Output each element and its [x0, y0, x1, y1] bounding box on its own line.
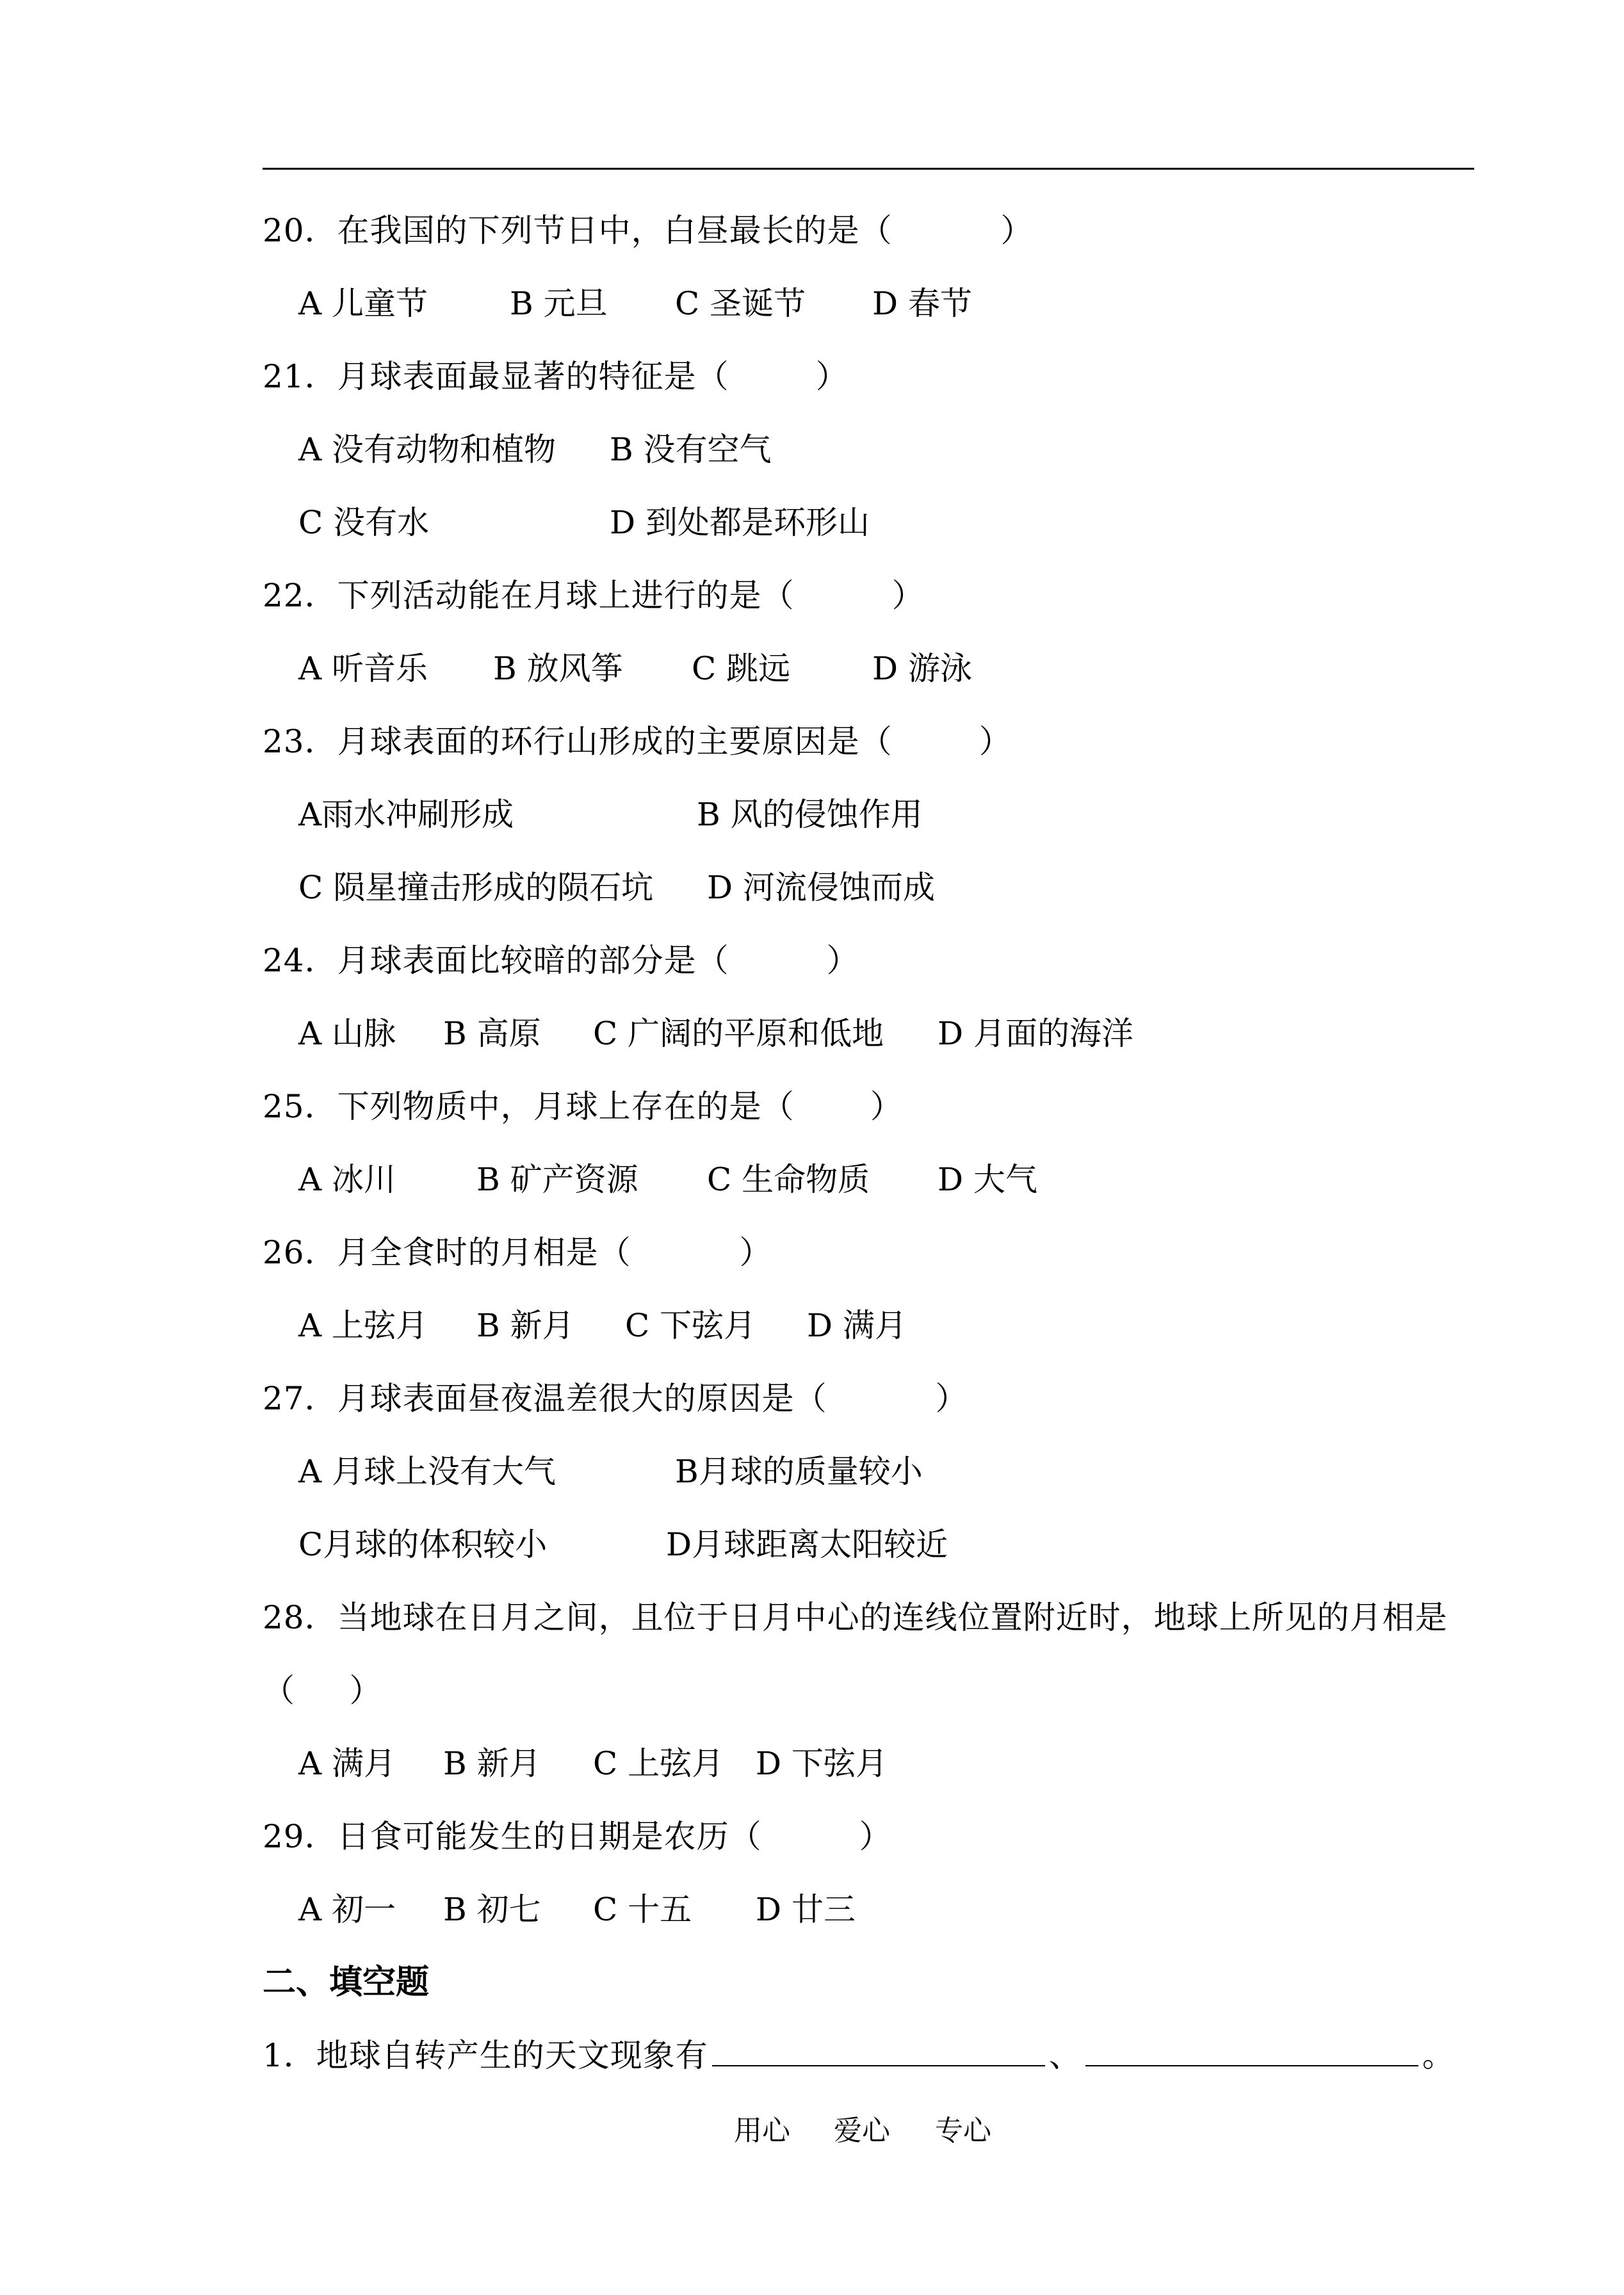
question-22-option-b: B 放风筝: [493, 650, 623, 687]
question-26-option-d: D 满月: [807, 1307, 907, 1344]
question-21-option-c: C 没有水: [298, 504, 430, 541]
question-24-option-c: C 广阔的平原和低地: [593, 1015, 884, 1052]
question-27-option-b: B月球的质量较小: [675, 1453, 923, 1490]
question-22-option-c: C 跳远: [692, 650, 791, 687]
question-28-option-c: C 上弦月: [593, 1745, 724, 1782]
question-24-option-a: A 山脉: [298, 1015, 396, 1052]
question-22-stem: 22．下列活动能在月球上进行的是（ ）: [263, 577, 925, 614]
question-27-option-c: C月球的体积较小: [298, 1526, 548, 1563]
question-20-option-d: D 春节: [872, 285, 972, 322]
fill-blank-prefix: 1．地球自转产生的天文现象有: [263, 2037, 708, 2074]
question-28-stem-cont: （ ）: [263, 1672, 382, 1709]
footer-text-1: 用心: [734, 2114, 790, 2147]
footer-text-2: 爱心: [834, 2114, 890, 2147]
question-28-stem: 28．当地球在日月之间，且位于日月中心的连线位置附近时，地球上所见的月相是: [263, 1599, 1448, 1636]
answer-blank-2[interactable]: [1085, 2037, 1418, 2066]
question-25-option-b: B 矿产资源: [476, 1161, 638, 1198]
question-23-option-a: A雨水冲刷形成: [298, 796, 514, 833]
question-29-option-a: A 初一: [298, 1891, 396, 1928]
question-28-option-b: B 新月: [443, 1745, 541, 1782]
question-29-option-c: C 十五: [593, 1891, 692, 1928]
question-23-option-d: D 河流侵蚀而成: [707, 869, 935, 906]
question-28-option-a: A 满月: [298, 1745, 396, 1782]
question-25-option-a: A 冰川: [298, 1161, 396, 1198]
question-27-option-d: D月球距离太阳较近: [666, 1526, 948, 1563]
question-28-option-d: D 下弦月: [756, 1745, 888, 1782]
question-23-option-c: C 陨星撞击形成的陨石坑: [298, 869, 654, 906]
question-20-option-a: A 儿童节: [298, 285, 428, 322]
question-20-stem: 20．在我国的下列节日中，白昼最长的是（ ）: [263, 212, 1034, 249]
question-20-option-c: C 圣诞节: [675, 285, 806, 322]
question-25-option-c: C 生命物质: [707, 1161, 870, 1198]
question-26-option-c: C 下弦月: [625, 1307, 756, 1344]
header-rule: [263, 168, 1474, 170]
question-25-stem: 25．下列物质中，月球上存在的是（ ）: [263, 1088, 903, 1125]
question-27-stem: 27．月球表面昼夜温差很大的原因是（ ）: [263, 1380, 968, 1417]
question-24-option-b: B 高原: [443, 1015, 541, 1052]
question-26-stem: 26．月全食时的月相是（ ）: [263, 1234, 772, 1271]
question-29-stem: 29．日食可能发生的日期是农历（ ）: [263, 1818, 892, 1855]
question-22-option-d: D 游泳: [872, 650, 972, 687]
question-24-option-d: D 月面的海洋: [938, 1015, 1133, 1052]
question-22-option-a: A 听音乐: [298, 650, 428, 687]
question-27-option-a: A 月球上没有大气: [298, 1453, 556, 1490]
answer-blank-1[interactable]: [712, 2037, 1045, 2066]
question-24-stem: 24．月球表面比较暗的部分是（ ）: [263, 942, 859, 979]
question-21-option-b: B 没有空气: [610, 431, 772, 468]
question-26-option-a: A 上弦月: [298, 1307, 428, 1344]
fill-blank-question-1: [263, 2036, 1455, 2075]
question-29-option-b: B 初七: [443, 1891, 541, 1928]
question-29-option-d: D 廿三: [756, 1891, 856, 1928]
question-26-option-b: B 新月: [476, 1307, 574, 1344]
section-heading: 二、填空题: [263, 1963, 430, 2002]
fill-blank-separator: 、: [1048, 2037, 1082, 2074]
question-25-option-d: D 大气: [938, 1161, 1037, 1198]
footer-text-3: 专心: [935, 2114, 991, 2147]
question-20-option-b: B 元旦: [510, 285, 608, 322]
question-23-stem: 23．月球表面的环行山形成的主要原因是（ ）: [263, 723, 1012, 760]
question-21-option-d: D 到处都是环形山: [610, 504, 870, 541]
question-21-option-a: A 没有动物和植物: [298, 431, 556, 468]
fill-blank-suffix: 。: [1422, 2037, 1455, 2074]
question-23-option-b: B 风的侵蚀作用: [697, 796, 923, 833]
question-21-stem: 21．月球表面最显著的特征是（ ）: [263, 358, 849, 395]
